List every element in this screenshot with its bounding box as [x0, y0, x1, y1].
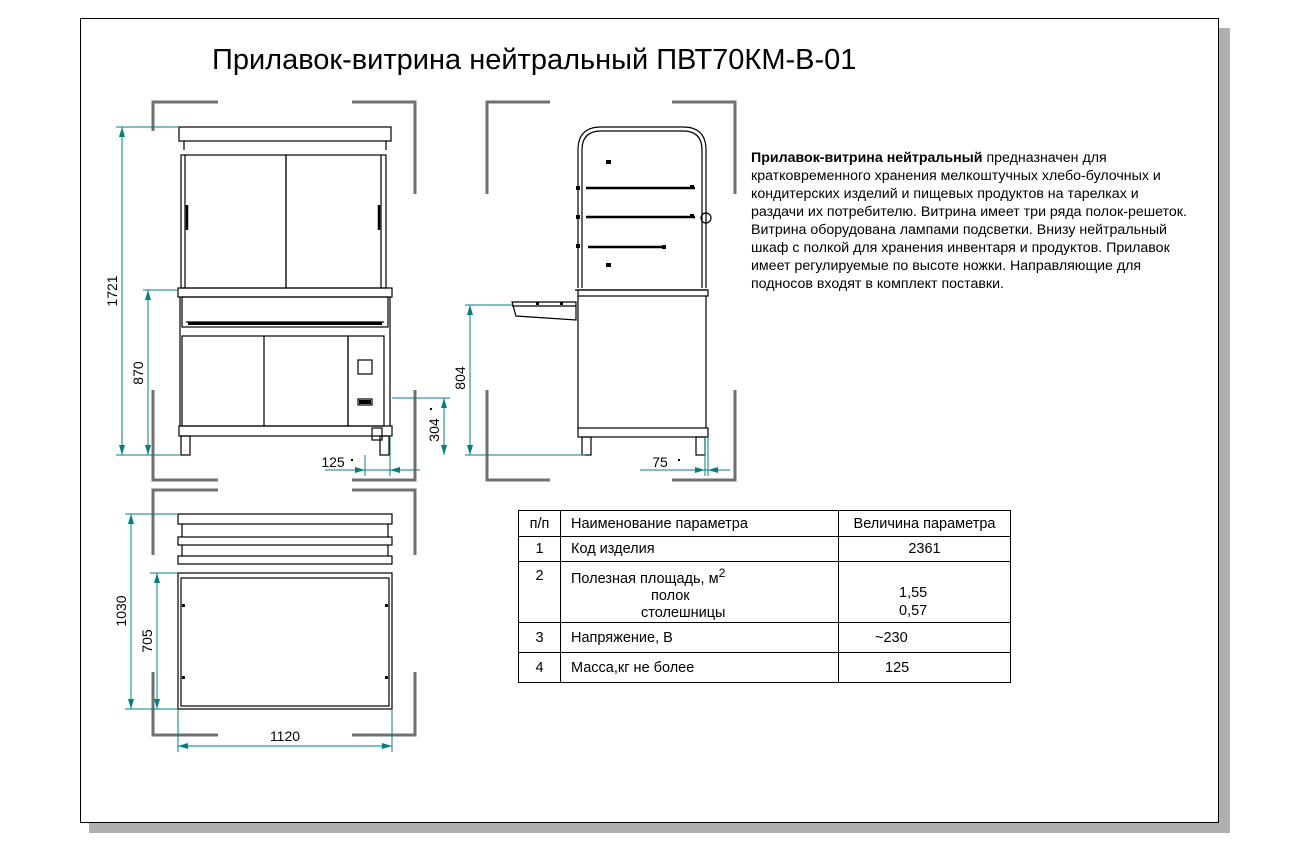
row-name-sup: 2 [718, 566, 726, 580]
row-name: Напряжение, В [561, 623, 839, 653]
table-row [519, 653, 1011, 683]
row-value: 2361 [839, 537, 1011, 562]
row-value: ~230 [839, 623, 1011, 653]
row-name: Масса,кг не более [561, 653, 839, 683]
row-value-tabletop: 0,57 [899, 603, 928, 619]
front-view [178, 127, 392, 455]
top-view [178, 514, 392, 709]
dim-total-height: 1721 [104, 275, 120, 307]
dim-depth-cabinet: 705 [139, 629, 155, 653]
dim-tray-rail-height: 804 [452, 366, 468, 390]
dim-front-offset: 125 [321, 454, 345, 470]
row-sub-tabletop: столешницы [641, 604, 726, 621]
table-row [519, 623, 1011, 653]
row-num: 4 [519, 653, 561, 683]
dimension-dots [351, 408, 680, 461]
row-name: Код изделия [561, 537, 839, 562]
row-name: Полезная площадь, м [571, 570, 719, 587]
side-view-fills [536, 160, 694, 305]
header-value: Величина параметра [839, 511, 1011, 537]
row-value-cell [839, 562, 1011, 623]
description-bold: Прилавок-витрина нейтральный [751, 150, 983, 166]
side-view [512, 127, 711, 455]
front-view-fills [188, 322, 382, 404]
table-header-row [519, 511, 1011, 537]
row-value-shelves: 1,55 [899, 585, 928, 601]
parameters-table [518, 510, 1011, 683]
dim-side-offset: 75 [652, 454, 668, 470]
header-name: Наименование параметра [561, 511, 839, 537]
row-num: 1 [519, 537, 561, 562]
row-value: 125 [839, 653, 1011, 683]
row-num: 2 [519, 562, 561, 623]
table-row [519, 537, 1011, 562]
header-num: п/п [519, 511, 561, 537]
dim-counter-height: 870 [130, 361, 146, 385]
row-num: 3 [519, 623, 561, 653]
description-text: предназначен для кратковременного хранения мелкоштучных хлебо-булочных и кондитерских изделий и пищевых продуктов на тарелках и раздачи их потребителю. Витрина имеет три ряда полок-решеток. Витрина оборудована лампами подсветки. Внизу нейтральный шкаф с полкой для хранения инвентаря и продуктов. Прилавок имеет регулируемые по высоте ножки. Направляющие для подносов входят в комплект поставки. [751, 150, 1187, 292]
top-view-fills [182, 604, 388, 679]
row-name-cell [561, 562, 839, 623]
product-description [751, 149, 1191, 293]
dim-tray-height-front: 304 [426, 418, 442, 442]
drawing-title: Прилавок-витрина нейтральный ПВТ70КМ-В-01 [212, 44, 857, 76]
row-sub-shelves: полок [651, 587, 690, 604]
dim-width: 1120 [269, 728, 301, 744]
table-row [519, 562, 1011, 623]
dim-depth-total: 1030 [113, 595, 129, 627]
